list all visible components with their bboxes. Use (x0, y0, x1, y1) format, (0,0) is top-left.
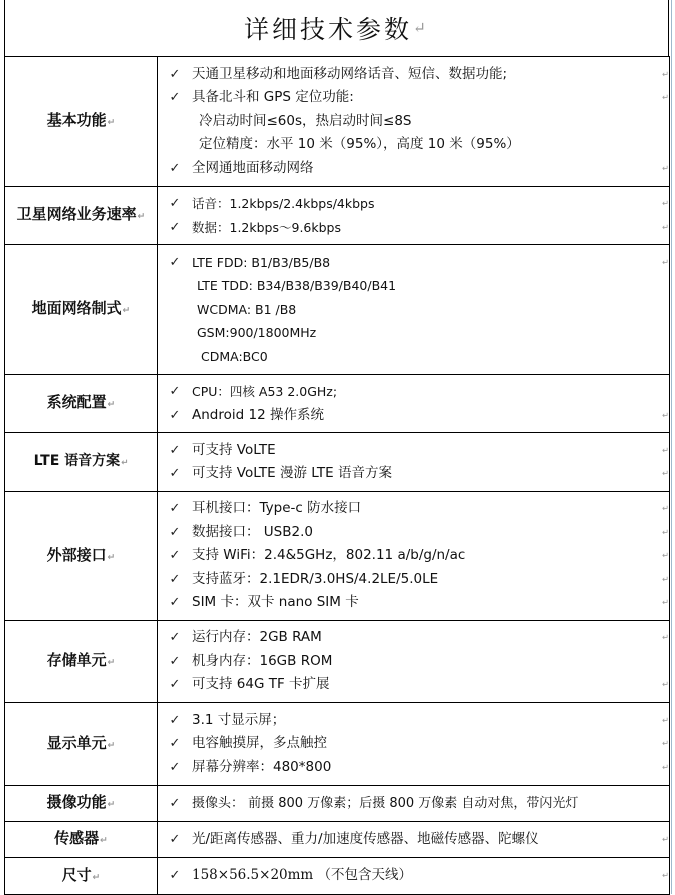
list-item: ✓ 摄像头： 前摄 800 万像素；后摄 800 万像素 自动对焦，带闪光灯 (158, 792, 669, 816)
row-items (158, 375, 670, 433)
check-icon: ✓ (169, 736, 181, 752)
row-label-system-config: 系统配置↵ (5, 375, 158, 433)
check-icon: ✓ (169, 677, 181, 693)
check-icon: ✓ (169, 442, 181, 458)
list-item: ✓ 光/距离传感器、重力/加速度传感器、地磁传感器、陀螺仪 ↵ (158, 828, 669, 852)
document-title-text: 详细技术参数 (243, 15, 412, 44)
check-icon: ✓ (169, 653, 181, 669)
table-row (5, 492, 670, 621)
row-items (158, 703, 670, 786)
paragraph-mark: ↵ (413, 19, 429, 37)
list-item-continuation: 定位精度：水平 10 米（95%），高度 10 米（95%） (199, 136, 520, 153)
list-item: ✓ 数据：1.2kbps～9.6kbps ↵ (158, 216, 669, 240)
check-icon: ✓ (169, 219, 181, 235)
list-item-continuation: GSM:900/1800MHz (197, 325, 317, 341)
check-icon: ✓ (169, 160, 181, 176)
row-label-storage: 存储单元↵ (5, 621, 158, 703)
list-item: ✓ 运行内存：2GB RAM ↵ (158, 626, 669, 650)
check-icon: ✓ (169, 196, 181, 211)
table-row (5, 57, 670, 187)
list-item: ✓ 支持 WiFi：2.4&5GHz，802.11 a/b/g/n/ac ↵ (158, 544, 669, 568)
table-row (5, 245, 670, 375)
row-items (158, 858, 670, 895)
table-row (5, 375, 670, 433)
list-item-continuation: CDMA:BC0 (201, 348, 268, 364)
check-icon: ✓ (169, 712, 181, 728)
list-item: ✓ 全网通地面移动网络 ↵ (158, 157, 669, 181)
check-icon: ✓ (169, 384, 181, 399)
check-icon: ✓ (169, 501, 181, 517)
table-row (5, 858, 670, 895)
row-label-sensors: 传感器↵ (5, 822, 158, 858)
list-item-continuation: 冷启动时间≤60s，热启动时间≤8S (199, 112, 412, 129)
page-edge-divider (671, 0, 672, 894)
list-item: ✓ Android 12 操作系统 ↵ (158, 404, 669, 428)
row-items (158, 57, 670, 187)
check-icon: ✓ (169, 524, 181, 540)
list-item: ✓ 话音：1.2kbps/2.4kbps/4kbps ↵ (158, 192, 669, 216)
spec-table (4, 56, 670, 895)
document-title (4, 0, 669, 56)
row-label-external-ports: 外部接口↵ (5, 492, 158, 621)
row-items (158, 433, 670, 492)
check-icon: ✓ (169, 254, 181, 270)
check-icon: ✓ (169, 66, 181, 82)
check-icon: ✓ (169, 831, 181, 847)
row-label-dimensions: 尺寸↵ (5, 858, 158, 895)
list-item: ✓ 耳机接口：Type-c 防水接口 ↵ (158, 497, 669, 521)
list-item: ✓ 屏幕分辨率：480*800 ↵ (158, 756, 669, 780)
list-item-continuation: WCDMA: B1 /B8 (197, 301, 297, 317)
list-item: ✓ 具备北斗和 GPS 定位功能: ↵ (158, 86, 669, 110)
check-icon: ✓ (169, 868, 181, 884)
list-item: ✓ 数据接口： USB2.0 ↵ (158, 521, 669, 545)
check-icon: ✓ (169, 466, 181, 481)
list-item: ✓ 天通卫星移动和地面移动网络话音、短信、数据功能; ↵ (158, 63, 669, 87)
row-label-display: 显示单元↵ (5, 703, 158, 786)
list-item: ✓ 机身内存：16GB ROM (158, 650, 669, 674)
row-label-network-standards: 地面网络制式↵ (5, 245, 158, 375)
row-label-basic-functions: 基本功能↵ (5, 57, 158, 187)
row-items (158, 492, 670, 621)
row-label-lte-voice: LTE 语音方案↵ (5, 433, 158, 492)
table-row (5, 822, 670, 858)
table-row (5, 703, 670, 786)
check-icon: ✓ (169, 595, 181, 611)
check-icon: ✓ (169, 407, 181, 423)
list-item: ✓ 支持蓝牙：2.1EDR/3.0HS/4.2LE/5.0LE ↵ (158, 568, 669, 592)
row-items (158, 245, 670, 375)
check-icon: ✓ (169, 571, 181, 587)
table-row (5, 433, 670, 492)
check-icon: ✓ (169, 548, 181, 564)
check-icon: ✓ (169, 630, 181, 646)
check-icon: ✓ (169, 795, 181, 811)
list-item: ✓ 电容触摸屏，多点触控 ↵ (158, 732, 669, 756)
list-item: ✓ 可支持 VoLTE 漫游 LTE 语音方案 ↵ (158, 462, 669, 486)
row-items (158, 187, 670, 245)
check-icon: ✓ (169, 759, 181, 775)
row-label-camera: 摄像功能↵ (5, 786, 158, 822)
table-row (5, 621, 670, 703)
table-row (5, 786, 670, 822)
row-label-satellite-rate: 卫星网络业务速率↵ (5, 187, 158, 245)
row-items (158, 822, 670, 858)
list-item: ✓ CPU：四核 A53 2.0GHz; (158, 380, 669, 404)
table-row (5, 187, 670, 245)
list-item: ✓ 3.1 寸显示屏； ↵ (158, 709, 669, 733)
list-item-continuation: LTE TDD: B34/B38/B39/B40/B41 (197, 278, 397, 294)
list-item: ✓ LTE FDD: B1/B3/B5/B8 ↵ (158, 251, 669, 275)
list-item: ✓ 158×56.5×20mm （不包含天线） ↵ (158, 864, 669, 888)
list-item: ✓ SIM 卡：双卡 nano SIM 卡 ↵ (158, 591, 669, 615)
list-item: ✓ 可支持 VoLTE ↵ (158, 439, 669, 463)
check-icon: ✓ (169, 90, 181, 106)
row-items (158, 621, 670, 703)
row-items (158, 786, 670, 822)
list-item: ✓ 可支持 64G TF 卡扩展 ↵ (158, 673, 669, 697)
